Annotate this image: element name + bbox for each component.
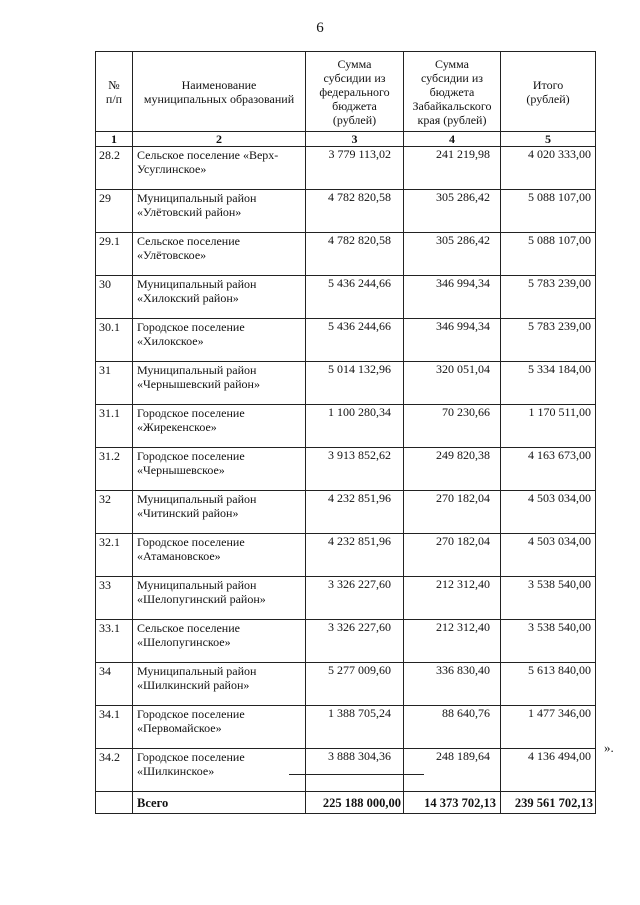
column-number: 2	[133, 132, 306, 147]
row-name: Городское поселение «Жирекенское»	[133, 405, 306, 448]
row-federal: 4 232 851,96	[306, 491, 404, 534]
row-total: 5 613 840,00	[501, 663, 596, 706]
row-name: Муниципальный район «Шилкинский район»	[133, 663, 306, 706]
column-numbers-row	[96, 132, 596, 147]
row-federal: 3 326 227,60	[306, 577, 404, 620]
row-name: Городское поселение «Атамановское»	[133, 534, 306, 577]
table-row	[96, 319, 596, 362]
column-number: 1	[96, 132, 133, 147]
row-number: 34.2	[96, 749, 133, 792]
table-row	[96, 276, 596, 319]
row-regional: 305 286,42	[404, 190, 501, 233]
row-total: 1 477 346,00	[501, 706, 596, 749]
row-regional: 70 230,66	[404, 405, 501, 448]
subsidy-table	[95, 51, 596, 814]
row-regional: 320 051,04	[404, 362, 501, 405]
row-number: 32	[96, 491, 133, 534]
row-federal: 4 782 820,58	[306, 190, 404, 233]
row-name: Сельское поселение «Улётовское»	[133, 233, 306, 276]
table-row	[96, 577, 596, 620]
row-number: 31.1	[96, 405, 133, 448]
row-name: Муниципальный район «Читинский район»	[133, 491, 306, 534]
row-name: Городское поселение «Чернышевское»	[133, 448, 306, 491]
row-name: Сельское поселение «Верх- Усуглинское»	[133, 147, 306, 190]
column-number: 3	[306, 132, 404, 147]
row-federal: 3 779 113,02	[306, 147, 404, 190]
row-number: 32.1	[96, 534, 133, 577]
row-name: Городское поселение «Первомайское»	[133, 706, 306, 749]
header-federal: Сумма субсидии из федерального бюджета (рублей)	[306, 52, 404, 132]
total-num	[96, 792, 133, 814]
table-row	[96, 706, 596, 749]
row-number: 33	[96, 577, 133, 620]
row-total: 3 538 540,00	[501, 620, 596, 663]
row-name: Сельское поселение «Шелопугинское»	[133, 620, 306, 663]
row-name: Муниципальный район «Улётовский район»	[133, 190, 306, 233]
row-total: 1 170 511,00	[501, 405, 596, 448]
header-row	[96, 52, 596, 132]
row-total: 4 503 034,00	[501, 491, 596, 534]
row-federal: 5 436 244,66	[306, 276, 404, 319]
separator-line	[289, 774, 424, 775]
row-federal: 3 326 227,60	[306, 620, 404, 663]
table-row	[96, 147, 596, 190]
row-name: Городское поселение «Хилокское»	[133, 319, 306, 362]
row-regional: 336 830,40	[404, 663, 501, 706]
row-total: 5 088 107,00	[501, 190, 596, 233]
table-row	[96, 362, 596, 405]
table-row	[96, 233, 596, 276]
row-federal: 5 436 244,66	[306, 319, 404, 362]
total-row	[96, 792, 596, 814]
row-total: 4 163 673,00	[501, 448, 596, 491]
row-regional: 305 286,42	[404, 233, 501, 276]
header-total: Итого (рублей)	[501, 52, 596, 132]
closing-quote: ».	[604, 740, 614, 755]
row-number: 31.2	[96, 448, 133, 491]
header-num: № п/п	[96, 52, 133, 132]
row-number: 28.2	[96, 147, 133, 190]
row-total: 5 783 239,00	[501, 319, 596, 362]
row-total: 4 020 333,00	[501, 147, 596, 190]
row-name: Муниципальный район «Чернышевский район»	[133, 362, 306, 405]
row-number: 30	[96, 276, 133, 319]
row-federal: 5 277 009,60	[306, 663, 404, 706]
row-number: 31	[96, 362, 133, 405]
table-row	[96, 749, 596, 792]
row-regional: 346 994,34	[404, 319, 501, 362]
row-regional: 270 182,04	[404, 534, 501, 577]
total-federal: 225 188 000,00	[306, 792, 404, 814]
row-number: 34.1	[96, 706, 133, 749]
row-number: 34	[96, 663, 133, 706]
row-total: 5 088 107,00	[501, 233, 596, 276]
row-federal: 3 888 304,36	[306, 749, 404, 792]
row-regional: 248 189,64	[404, 749, 501, 792]
page-number: 6	[316, 20, 324, 36]
table-row	[96, 491, 596, 534]
row-name: Муниципальный район «Хилокский район»	[133, 276, 306, 319]
total-sum: 239 561 702,13	[501, 792, 596, 814]
row-total: 3 538 540,00	[501, 577, 596, 620]
row-federal: 3 913 852,62	[306, 448, 404, 491]
row-total: 4 503 034,00	[501, 534, 596, 577]
row-regional: 212 312,40	[404, 577, 501, 620]
table-row	[96, 534, 596, 577]
row-number: 33.1	[96, 620, 133, 663]
column-number: 5	[501, 132, 596, 147]
total-regional: 14 373 702,13	[404, 792, 501, 814]
table-row	[96, 190, 596, 233]
row-federal: 4 782 820,58	[306, 233, 404, 276]
table-row	[96, 663, 596, 706]
row-regional: 249 820,38	[404, 448, 501, 491]
row-federal: 1 100 280,34	[306, 405, 404, 448]
row-number: 29.1	[96, 233, 133, 276]
row-number: 29	[96, 190, 133, 233]
total-label: Всего	[133, 792, 306, 814]
row-total: 4 136 494,00	[501, 749, 596, 792]
table-row	[96, 620, 596, 663]
table-row	[96, 448, 596, 491]
table-row	[96, 405, 596, 448]
row-regional: 241 219,98	[404, 147, 501, 190]
header-regional: Сумма субсидии из бюджета Забайкальского края (рублей)	[404, 52, 501, 132]
row-name: Городское поселение «Шилкинское»	[133, 749, 306, 792]
row-number: 30.1	[96, 319, 133, 362]
row-regional: 212 312,40	[404, 620, 501, 663]
row-total: 5 783 239,00	[501, 276, 596, 319]
row-regional: 346 994,34	[404, 276, 501, 319]
row-federal: 1 388 705,24	[306, 706, 404, 749]
row-total: 5 334 184,00	[501, 362, 596, 405]
row-regional: 270 182,04	[404, 491, 501, 534]
row-name: Муниципальный район «Шелопугинский район»	[133, 577, 306, 620]
row-federal: 5 014 132,96	[306, 362, 404, 405]
header-name: Наименование муниципальных образований	[133, 52, 306, 132]
row-federal: 4 232 851,96	[306, 534, 404, 577]
row-regional: 88 640,76	[404, 706, 501, 749]
column-number: 4	[404, 132, 501, 147]
